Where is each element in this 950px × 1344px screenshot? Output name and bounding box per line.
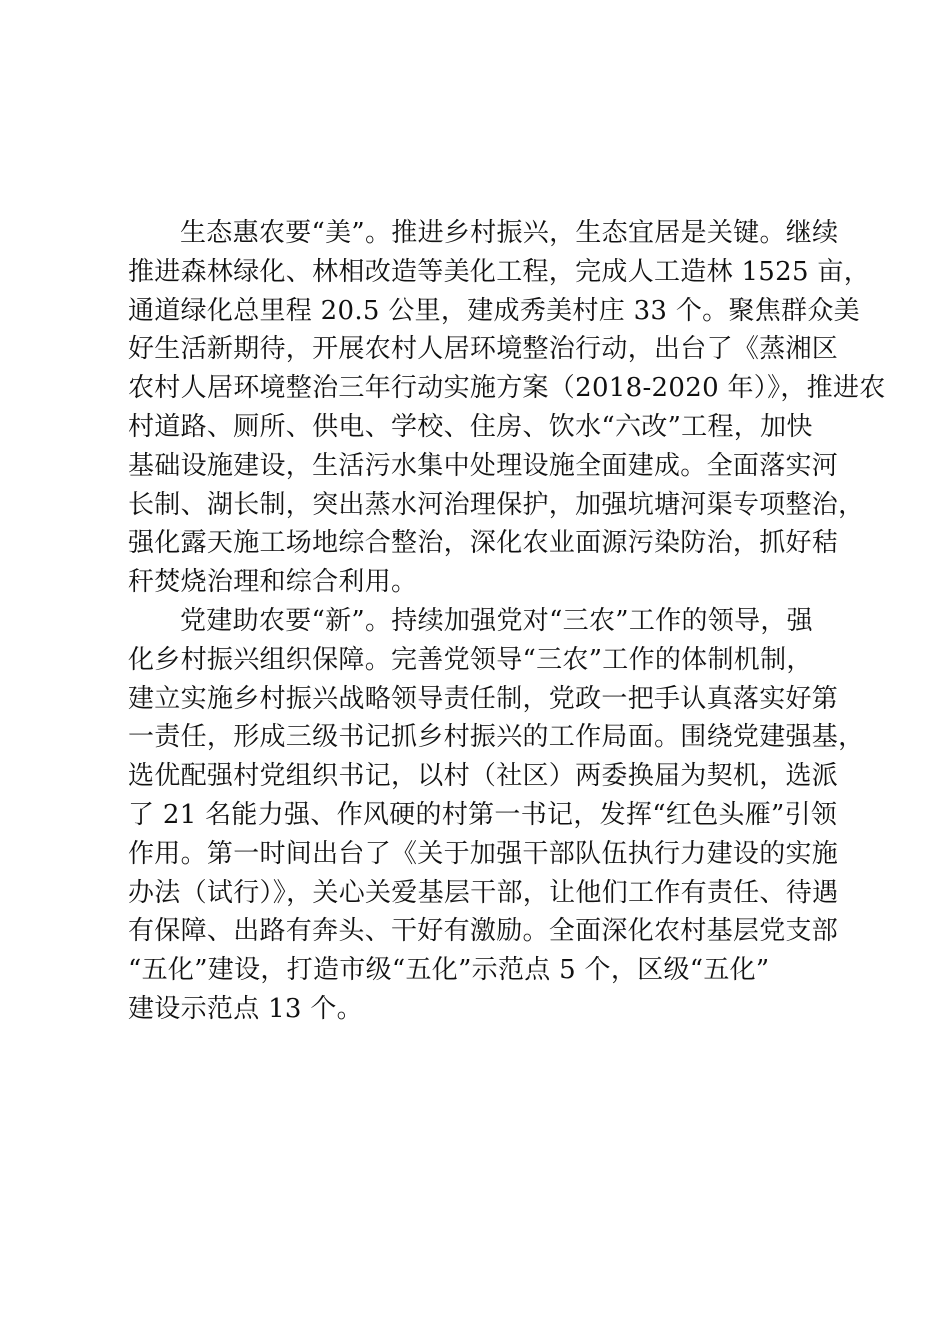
paragraph-line: 好生活新期待，开展农村人居环境整治行动，出台了《蒸湘区 — [128, 334, 839, 365]
paragraph-line: 办法（试行）》，关心关爱基层干部，让他们工作有责任、待遇 — [128, 877, 839, 908]
paragraph-line: 选优配强村党组织书记，以村（社区）两委换届为契机，选派 — [128, 761, 839, 792]
paragraph-line: 有保障、出路有奔头、干好有激励。全面深化农村基层党支部 — [128, 916, 839, 947]
paragraph-party-building — [128, 602, 868, 1029]
paragraph-line: 农村人居环境整治三年行动实施方案（2018-2020 年）》，推进农 — [128, 373, 886, 404]
paragraph-line: “五化”建设，打造市级“五化”示范点 5 个，区级“五化” — [128, 955, 770, 986]
paragraph-line: 化乡村振兴组织保障。完善党领导“三农”工作的体制机制， — [128, 644, 813, 675]
paragraph-line: 秆焚烧治理和综合利用。 — [128, 567, 418, 598]
paragraph-ecology — [128, 214, 886, 602]
paragraph-line: 一责任，形成三级书记抓乡村振兴的工作局面。围绕党建强基， — [128, 722, 865, 753]
paragraph-line: 作用。第一时间出台了《关于加强干部队伍执行力建设的实施 — [128, 838, 839, 869]
paragraph-line: 推进森林绿化、林相改造等美化工程，完成人工造林 1525 亩， — [128, 256, 870, 287]
paragraph-line: 村道路、厕所、供电、学校、住房、饮水“六改”工程，加快 — [128, 411, 813, 442]
paragraph-line: 建立实施乡村振兴战略领导责任制，党政一把手认真落实好第 — [128, 683, 839, 714]
document-body — [128, 214, 886, 1029]
paragraph-line: 通道绿化总里程 20.5 公里，建成秀美村庄 33 个。聚焦群众美 — [128, 295, 860, 326]
paragraph-line: 了 21 名能力强、作风硬的村第一书记，发挥“红色头雁”引领 — [128, 799, 838, 830]
paragraph-line: 建设示范点 13 个。 — [128, 993, 363, 1024]
paragraph-line: 党建助农要“新”。持续加强党对“三农”工作的领导，强 — [180, 605, 813, 636]
paragraph-line: 长制、湖长制，突出蒸水河治理保护，加强坑塘河渠专项整治， — [128, 489, 865, 520]
paragraph-line: 强化露天施工场地综合整治，深化农业面源污染防治，抓好秸 — [128, 528, 839, 559]
paragraph-line: 生态惠农要“美”。推进乡村振兴，生态宜居是关键。继续 — [180, 218, 839, 248]
paragraph-line: 基础设施建设，生活污水集中处理设施全面建成。全面落实河 — [128, 450, 839, 481]
